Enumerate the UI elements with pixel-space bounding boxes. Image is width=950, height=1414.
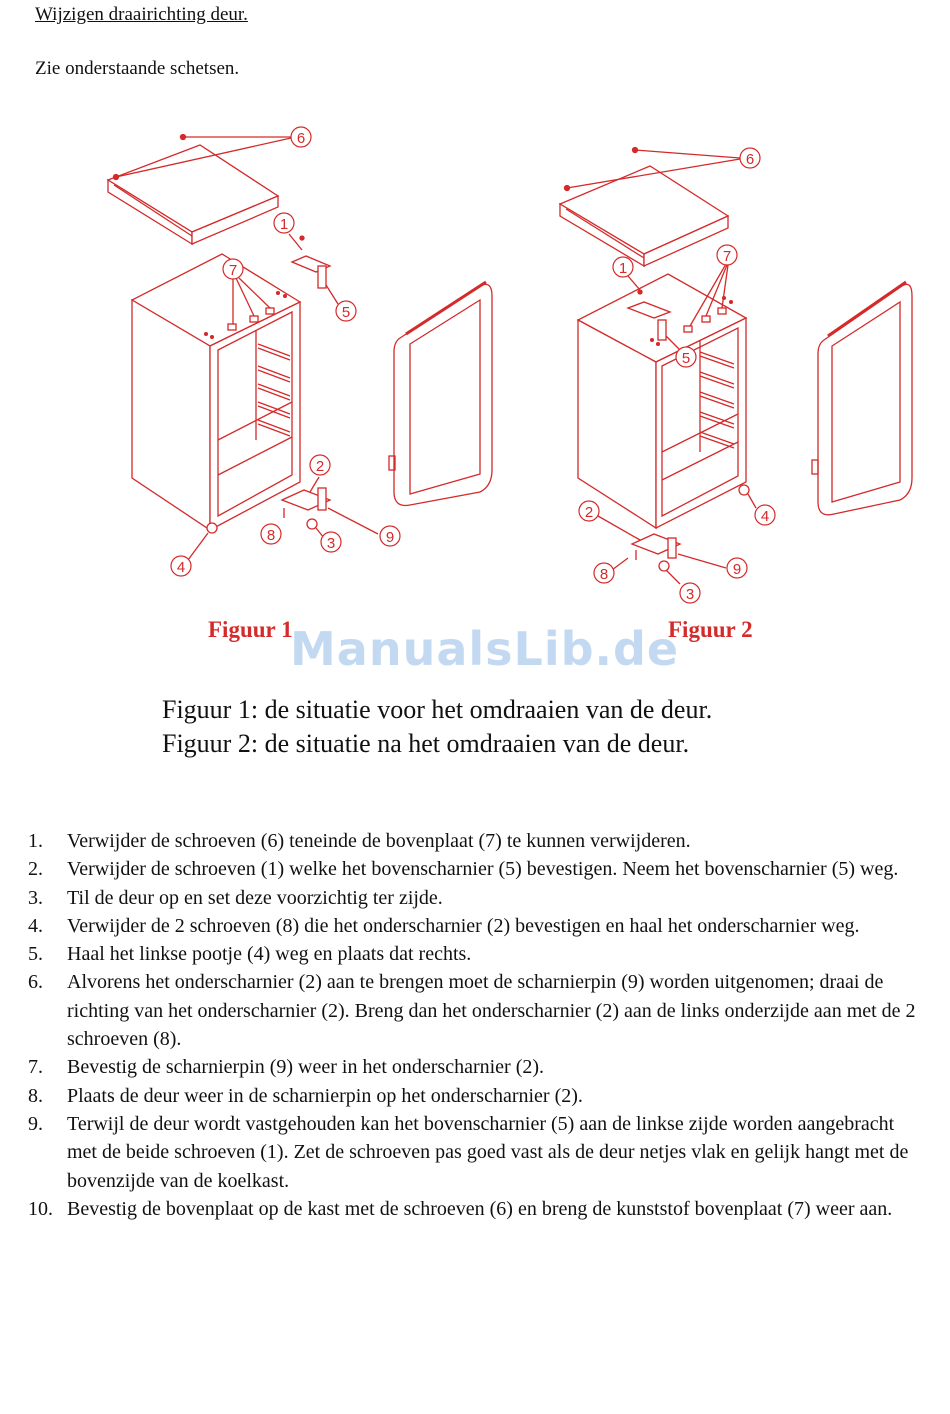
step-item	[28, 1053, 928, 1081]
intro-text: Zie onderstaande schetsen.	[35, 58, 240, 79]
page-title: Wijzigen draairichting deur.	[35, 4, 248, 25]
step-number: 1.	[28, 830, 43, 852]
callout-fig2-9: 4	[760, 508, 770, 525]
step-number: 8.	[28, 1084, 43, 1107]
step-text: Verwijder de 2 schroeven (8) die het onderscharnier (2) bevestigen en haal het onderscharnier weg.	[67, 914, 860, 937]
step-item	[28, 1195, 928, 1223]
step-text: Bevestig de bovenplaat op de kast met de schroeven (6) en breng de kunststof bovenplaat (7) weer aan.	[67, 1197, 893, 1220]
figure-2-drawing	[560, 148, 912, 604]
callout-fig2-6: 9	[732, 561, 742, 578]
door-reversal-diagram	[0, 100, 950, 660]
figure-1-drawing	[108, 127, 492, 576]
step-item	[28, 1110, 928, 1195]
door-fig1	[389, 282, 492, 505]
callout-fig1-6: 9	[385, 529, 395, 546]
cabinet-fig1	[132, 254, 300, 530]
step-text: Verwijder de schroeven (1) welke het bovenscharnier (5) bevestigen. Neem het bovenscharnier (5) weg.	[67, 858, 899, 881]
step-number: 5.	[28, 943, 43, 966]
callout-fig1-1: 6	[296, 130, 306, 147]
callout-fig1-8: 3	[326, 535, 336, 552]
step-item	[28, 827, 928, 855]
step-text: Terwijl de deur wordt vastgehouden kan het bovenscharnier (5) aan de linkse zijde worden aangebracht met de beide schroeven (1). Zet de schroeven pas goed vast als de deur netjes vlak en gelijk hangt met de bovenzijde van de koelkast.	[67, 1112, 909, 1192]
callout-fig1-9: 4	[176, 559, 186, 576]
step-text: Plaats de deur weer in de scharnierpin op het onderscharnier (2).	[67, 1084, 583, 1107]
step-item	[28, 912, 928, 940]
figure-2-label: Figuur 2	[668, 617, 753, 642]
caption-figure-1: Figuur 1: de situatie voor het omdraaien van de deur.	[162, 695, 713, 724]
callout-fig1-3: 7	[228, 262, 238, 279]
step-number: 3.	[28, 886, 43, 909]
callout-fig2-3: 1	[618, 260, 628, 277]
step-number: 2.	[28, 858, 43, 881]
callout-fig2-2: 7	[722, 248, 732, 265]
watermark: ManualsLib.de	[290, 622, 680, 676]
step-number: 10.	[28, 1197, 53, 1220]
callout-fig1-5: 2	[315, 458, 325, 475]
step-item	[28, 940, 928, 968]
step-item	[28, 884, 928, 912]
step-item	[28, 1082, 928, 1110]
instruction-steps	[28, 827, 928, 1223]
step-text: Verwijder de schroeven (6) teneinde de bovenplaat (7) te kunnen verwijderen.	[67, 830, 691, 852]
callout-fig2-4: 5	[681, 350, 691, 367]
figure-1-label: Figuur 1	[208, 617, 293, 642]
step-item	[28, 968, 928, 1053]
callout-fig2-5: 2	[584, 504, 594, 521]
step-item	[28, 855, 928, 883]
step-number: 4.	[28, 914, 43, 937]
step-text: Haal het linkse pootje (4) weg en plaats dat rechts.	[67, 943, 472, 966]
step-text: Alvorens het onderscharnier (2) aan te brengen moet de scharnierpin (9) worden uitgenomen; draai de richting van het onderscharnier (2). Breng dan het onderscharnier (2) aan de links onderzijde aan met de 2 schroeven (8).	[67, 971, 916, 1051]
step-number: 9.	[28, 1112, 43, 1135]
callout-fig1-2: 1	[279, 216, 289, 233]
step-number: 7.	[28, 1056, 43, 1079]
callout-fig1-4: 5	[341, 304, 351, 321]
door-fig2	[812, 282, 912, 515]
callout-fig2-1: 6	[745, 151, 755, 168]
top-plate-fig2	[560, 166, 728, 266]
step-text: Bevestig de scharnierpin (9) weer in het onderscharnier (2).	[67, 1056, 545, 1079]
step-text: Til de deur op en set deze voorzichtig ter zijde.	[67, 886, 443, 909]
callout-fig2-8: 3	[685, 586, 695, 603]
callout-fig2-7: 8	[599, 566, 609, 583]
callout-fig1-7: 8	[266, 527, 276, 544]
caption-figure-2: Figuur 2: de situatie na het omdraaien van de deur.	[162, 729, 690, 758]
step-number: 6.	[28, 971, 43, 994]
